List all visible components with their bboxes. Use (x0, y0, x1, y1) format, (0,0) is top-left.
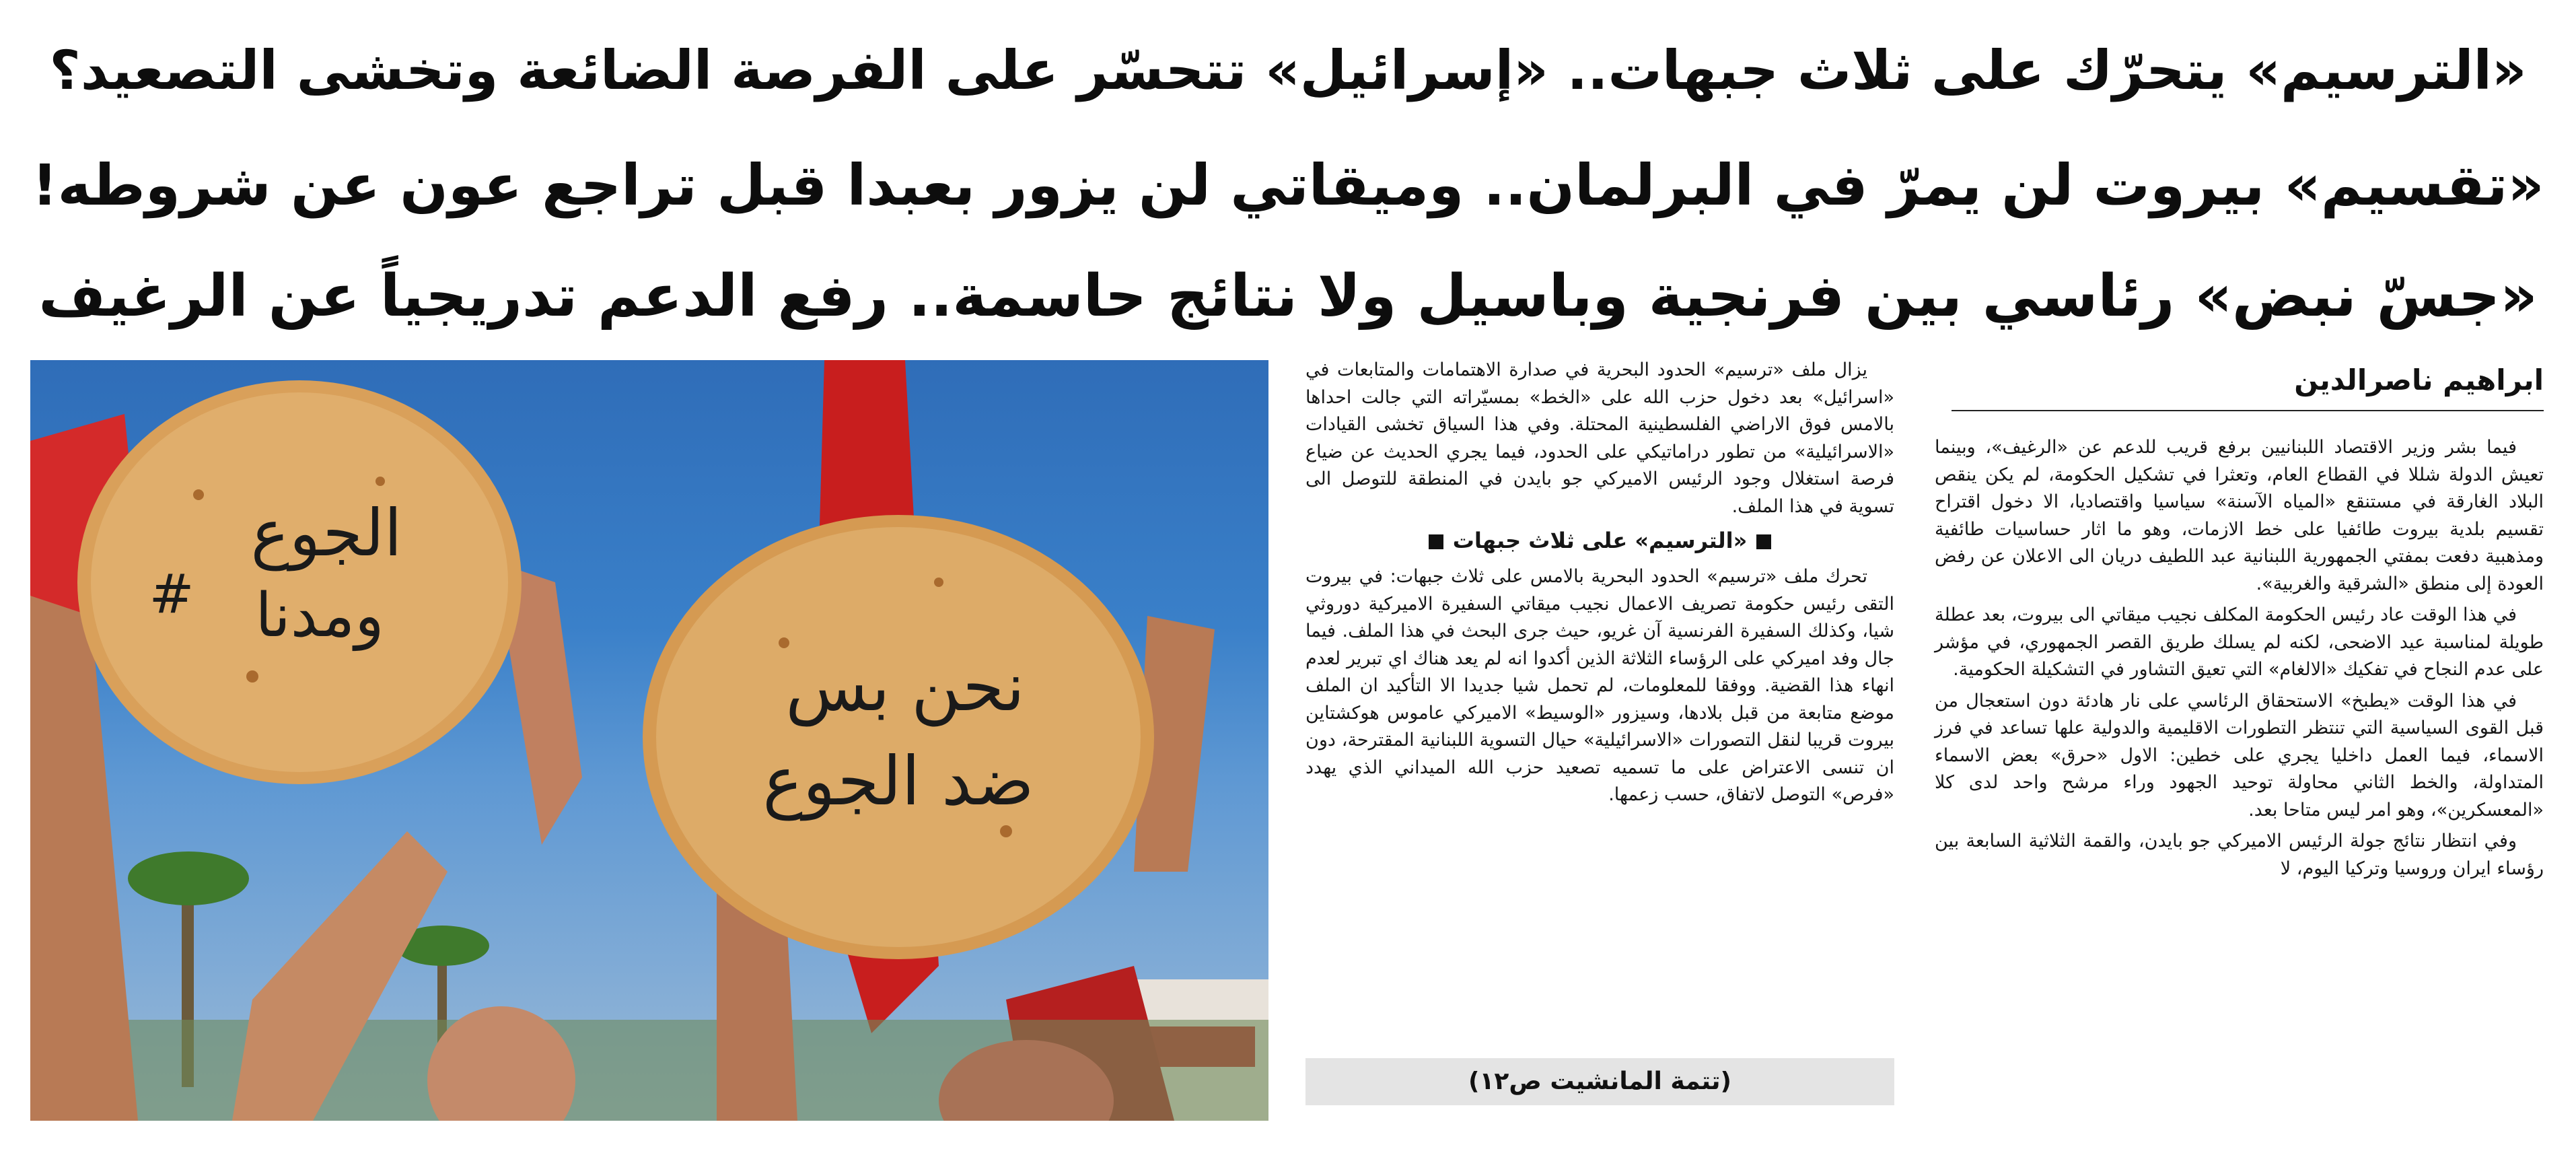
middle-body-paragraph: تحرك ملف «ترسيم» الحدود البحرية بالامس على ثلاث جبهات: في بيروت التقى رئيس حكومة تصريف الاعمال نجيب ميقاتي السفيرة الاميركية دوروثي شيا، وكذلك السفيرة الفرنسية آن غريو، حيث جرى البحث في هذا الملف. فيما جال وفد اميركي على الرؤساء الثلاثة الذين أكدوا انه لم يعد هناك اي تبرير لعدم انهاء هذا القضية. ووفقا للمعلومات، لم تحمل شيا جديدا الا التأكيد ان الملف موضع متابعة من قبل بلادها، وسيزور «الوسيط» الاميركي عاموس هوكشتاين بيروت قريبا لنقل التصورات «الاسرائيلية» حيال التسوية اللبنانية المقترحة، دون ان تنسى الاعتراض على ما تسميه تصعيد حزب الله الميداني الذي يهدد «فرص» التوصل لاتفاق، حسب زعمها. (1305, 566, 1894, 805)
right-paragraph: في هذا الوقت عاد رئيس الحكومة المكلف نجيب ميقاتي الى بيروت، بعد عطلة طويلة لمناسبة عيد الاضحى، لكنه لم يسلك طريق القصر الجمهوري، في مؤشر على عدم النجاح في تفكيك «الالغام» التي تعيق التشاور في التشكيلة الحكومية. (1935, 604, 2544, 680)
author-byline: ابراهيم ناصرالدين (1952, 360, 2544, 411)
headline-1: «الترسيم» يتحرّك على ثلاث جبهات.. «إسرائيل» تتحسّر على الفرصة الضائعة وتخشى التصعيد؟ (49, 39, 2527, 102)
right-paragraph: وفي انتظار نتائج جولة الرئيس الاميركي جو بايدن، والقمة الثلاثية السابعة بين رؤساء ايران وروسيا وتركيا اليوم، لا (1935, 831, 2544, 879)
article-right-column (1935, 434, 2544, 886)
protest-photo (30, 360, 1268, 1121)
bread-right-text-1: نحن بس (785, 648, 1025, 726)
continued-on-page-label: (تتمة المانشيت ص١٢) (1305, 1058, 1894, 1105)
section-subheading-text: «الترسيم» على ثلاث جبهات (1452, 528, 1748, 553)
headline-3: «جسّ نبض» رئاسي بين فرنجية وباسيل ولا نتائج حاسمة.. رفع الدعم تدريجياً عن الرغيف (38, 263, 2538, 330)
bread-left-hash: # (149, 563, 194, 625)
headline-2: «تقسيم» بيروت لن يمرّ في البرلمان.. وميقاتي لن يزور بعبدا قبل تراجع عون عن شروطه! (32, 152, 2544, 218)
right-paragraph: في هذا الوقت «يطبخ» الاستحقاق الرئاسي على نار هادئة دون استعجال من قبل القوى السياسية التي تنتظر التطورات الاقليمية والدولية علها تساعد في فرز الاسماء، فيما العمل داخليا يجري على خطين: الاول «حرق» بعض الاسماء المتداولة، والخط الثاني محاولة توحيد الجهود وراء مرشح واحد لدى كلا «المعسكرين»، وهو امر ليس متاحا بعد. (1935, 690, 2544, 821)
square-bullet-icon (1756, 534, 1771, 549)
right-paragraph: فيما بشر وزير الاقتصاد اللبنانيين برفع قريب للدعم عن «الرغيف»، وبينما تعيش الدولة شللا في القطاع العام، وتعثرا في تشكيل الحكومة، لم يكن ينقص البلاد الغارقة في مستنقع «المياه الآسنة» سياسيا واقتصاديا، الا دخول اقتراح تقسيم بلدية بيروت طائفيا على خط الازمات، وهو ما اثار حساسيات طائفية ومذهبية دفعت بمفتي الجمهورية اللبنانية عبد اللطيف دريان الى الاعلان عن رفض العودة إلى منطق «الشرقية والغربية». (1935, 437, 2544, 594)
bread-left-text-2: ومدنا (255, 580, 384, 651)
bread-left-text-1: الجوع (250, 495, 402, 571)
section-subheading (1305, 524, 1894, 557)
article-middle-column (1305, 357, 1894, 813)
bread-right-text-2: ضد الجوع (762, 742, 1034, 821)
middle-intro-paragraph: يزال ملف «ترسيم» الحدود البحرية في صدارة الاهتمامات والمتابعات في «اسرائيل» بعد دخول حزب الله على «الخط» بمسيّراته التي جالت احداها بالامس فوق الاراضي الفلسطينية المحتلة. وفي هذا السياق تخشى القيادات «الاسرائيلية» من تطور دراماتيكي على الحدود، فيما يجري الحديث عن ضياع فرصة استغلال وجود الرئيس الاميركي جو بايدن في المنطقة للتوصل الى تسوية في هذا الملف. (1305, 359, 1894, 517)
square-bullet-icon (1429, 534, 1443, 549)
